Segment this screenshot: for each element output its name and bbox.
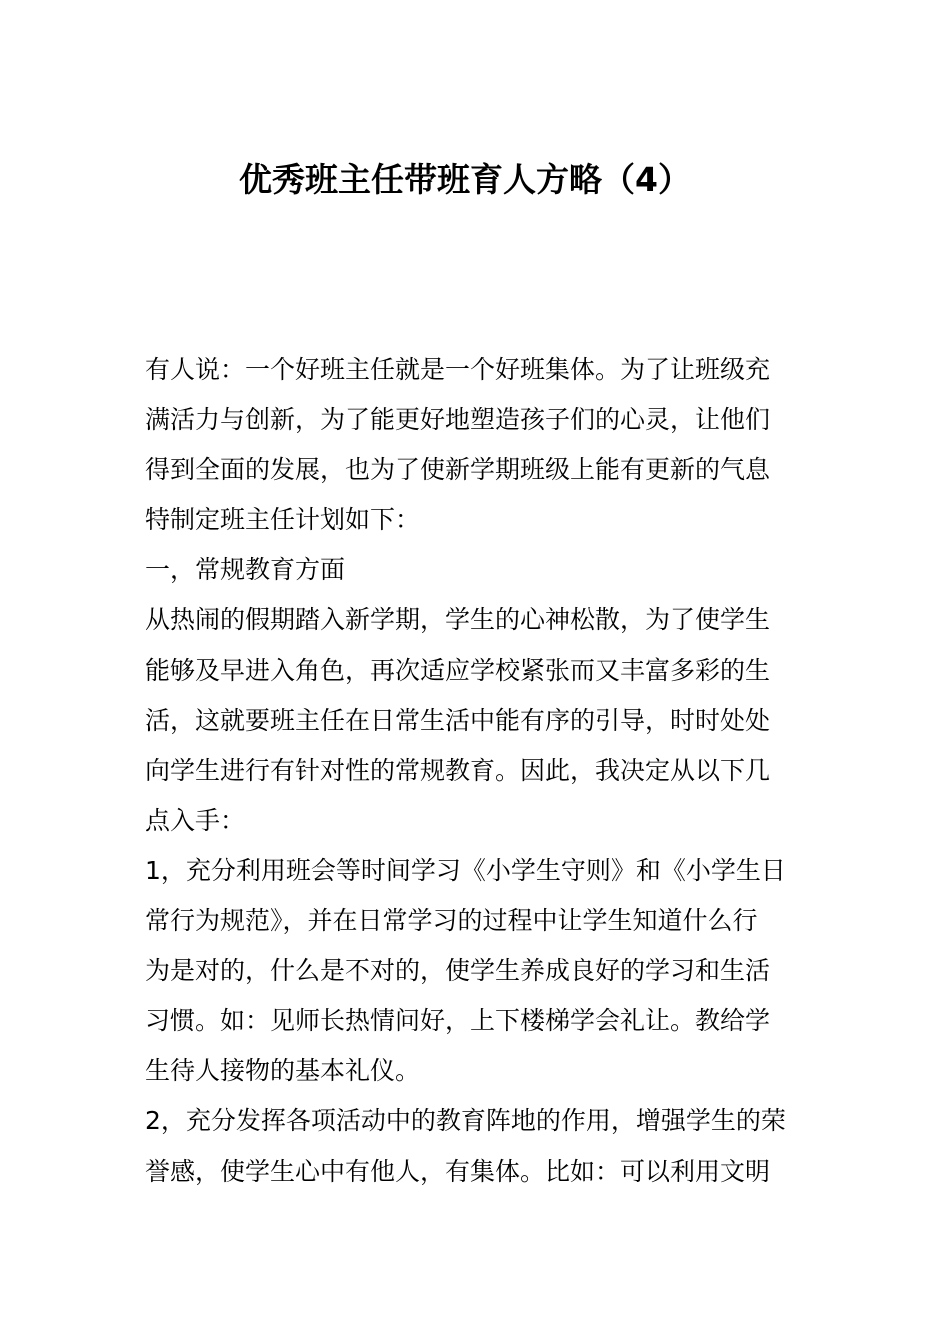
body-line: 满活力与创新，为了能更好地塑造孩子们的心灵，让他们 [145, 405, 771, 435]
body-line: 特制定班主任计划如下： [145, 505, 421, 535]
list-item-line: 1，充分利用班会等时间学习《小学生守则》和《小学生日 [145, 855, 786, 885]
body-line: 活，这就要班主任在日常生活中能有序的引导，时时处处 [145, 705, 771, 735]
body-line: 习惯。如：见师长热情问好，上下楼梯学会礼让。教给学 [145, 1006, 771, 1036]
body-line: 有人说：一个好班主任就是一个好班集体。为了让班级充 [145, 355, 771, 384]
document-title: 优秀班主任带班育人方略（4） [239, 160, 691, 199]
body-line: 誉感，使学生心中有他人，有集体。比如：可以利用文明 [145, 1156, 771, 1186]
body-line: 生待人接物的基本礼仪。 [145, 1056, 421, 1086]
body-line: 得到全面的发展，也为了使新学期班级上能有更新的气息 [145, 455, 771, 485]
body-line: 点入手： [145, 805, 246, 835]
body-line: 常行为规范》，并在日常学习的过程中让学生知道什么行 [145, 906, 758, 936]
document-body [145, 345, 815, 1197]
list-item-line: 2，充分发挥各项活动中的教育阵地的作用，增强学生的荣 [145, 1106, 786, 1136]
body-line: 向学生进行有针对性的常规教育。因此，我决定从以下几 [145, 755, 771, 785]
body-line: 为是对的，什么是不对的，使学生养成良好的学习和生活 [145, 956, 771, 986]
body-line: 能够及早进入角色，再次适应学校紧张而又丰富多彩的生 [145, 655, 771, 685]
section-heading: 一，常规教育方面 [145, 555, 346, 585]
body-line: 从热闹的假期踏入新学期，学生的心神松散，为了使学生 [145, 605, 771, 635]
